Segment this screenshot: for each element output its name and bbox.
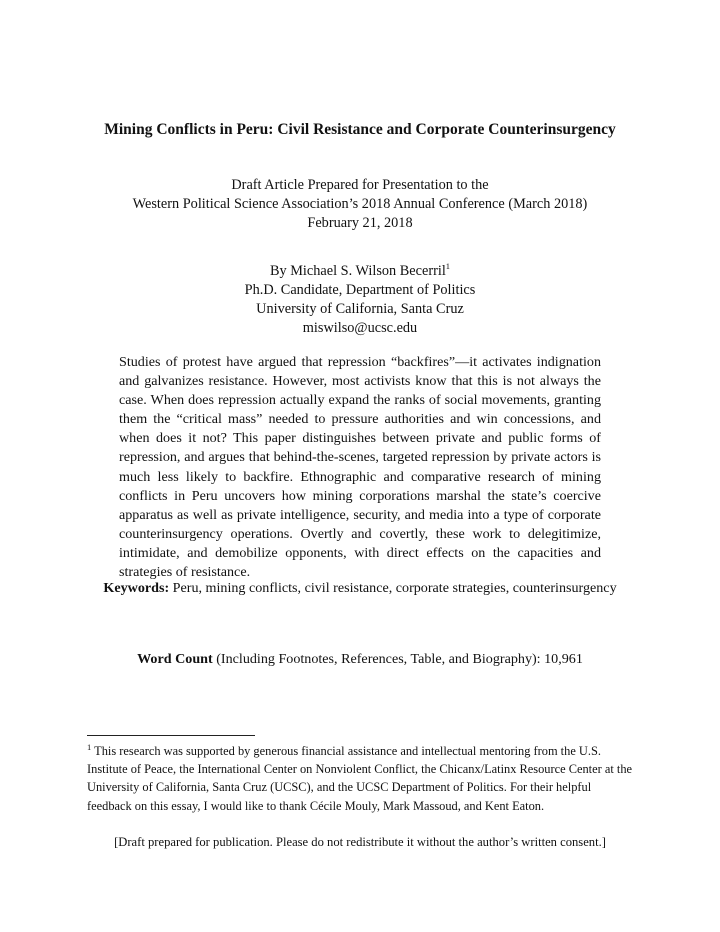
- draft-info: [0, 176, 720, 233]
- author-byline-row: [0, 262, 720, 281]
- abstract: Studies of protest have argued that repression “backfires”—it activates indignation and galvanizes resistance. However, most activists know that this is not always the case. When does repression actually expand the ranks of social movements, granting them the “critical mass” needed to pressure authorities and win concessions, and when does it not? This paper distinguishes between private and public forms of repression, and argues that behind-the-scenes, targeted repression by private actors is much less likely to backfire. Ethnographic and comparative research of mining conflicts in Peru uncovers how mining corporations marshal the state’s coercive apparatus as well as private intelligence, security, and media into a type of corporate counterinsurgency operations. Overtly and covertly, these work to delegitimize, intimidate, and demobilize opponents, with direct effects on the capacities and strategies of resistance.: [119, 354, 601, 581]
- author-position: Ph.D. Candidate, Department of Politics: [244, 282, 476, 298]
- footnote-marker: 1: [87, 741, 92, 752]
- word-count-label: Word Count: [137, 651, 213, 667]
- author-institution: University of California, Santa Cruz: [256, 301, 464, 317]
- word-count-text: (Including Footnotes, References, Table, and Biography): 10,961: [212, 651, 583, 667]
- draft-line: Western Political Science Association’s 2018 Annual Conference (March 2018): [132, 196, 588, 212]
- draft-date: February 21, 2018: [307, 215, 413, 231]
- footnote-reference[interactable]: 1: [445, 261, 451, 272]
- footnote: [87, 742, 637, 815]
- footnote-text: This research was supported by generous financial assistance and intellectual mentoring from the U.S. Institute of Peace, the International Center on Nonviolent Conflict, the Chicanx/Latinx Resource Center at the University of California, Santa Cruz (UCSC), and the UCSC Department of Politics. For their helpful feedback on this essay, I would like to thank Cécile Mouly, Mark Massoud, and Kent Eaton.: [87, 744, 633, 813]
- author-block: [0, 262, 720, 338]
- keywords-label: Keywords:: [103, 580, 170, 596]
- word-count: [0, 650, 720, 669]
- paper-title: Mining Conflicts in Peru: Civil Resistance and Corporate Counterinsurgency: [104, 121, 616, 138]
- keywords: [0, 579, 720, 598]
- author-email: miswilso@ucsc.edu: [302, 320, 418, 336]
- distribution-notice: [Draft prepared for publication. Please do not redistribute it without the author’s written consent.]: [114, 835, 606, 849]
- footnote-divider: [87, 735, 255, 736]
- draft-line: Draft Article Prepared for Presentation to the: [231, 177, 489, 193]
- author-byline: By Michael S. Wilson Becerril: [269, 263, 446, 279]
- keywords-text: Peru, mining conflicts, civil resistance, corporate strategies, counterinsurgency: [169, 580, 617, 596]
